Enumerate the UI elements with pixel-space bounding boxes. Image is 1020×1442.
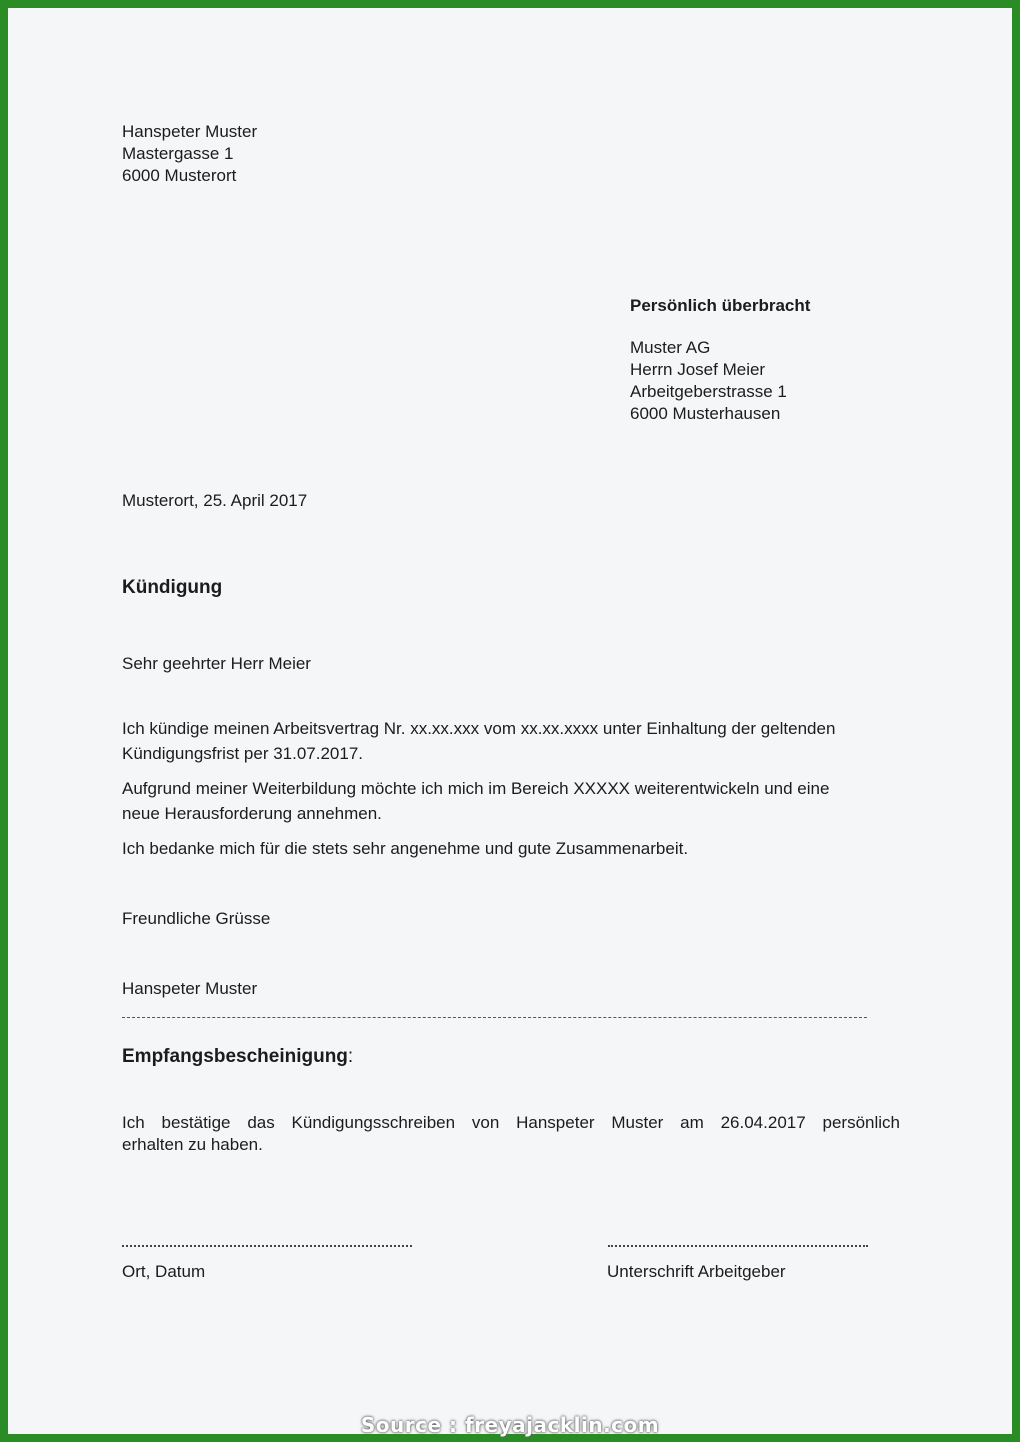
body-p3-text: Ich bedanke mich für die stets sehr angenehme und gute Zusammenarbeit.: [122, 839, 689, 858]
sender-city: 6000 Musterort: [122, 166, 237, 185]
body-paragraph-3: [122, 836, 900, 861]
place-date-text: Musterort, 25. April 2017: [122, 491, 308, 510]
recipient-address: [630, 337, 787, 425]
subject-text: Kündigung: [122, 577, 223, 598]
place-date: [122, 490, 307, 512]
body-p2-line2: neue Herausforderung annehmen.: [122, 804, 382, 823]
body-paragraph-2: [122, 776, 900, 826]
recipient-city: 6000 Musterhausen: [630, 404, 781, 423]
body-paragraph-1: [122, 716, 900, 766]
subject: [122, 577, 222, 599]
body-p1-line2: Kündigungsfrist per 31.07.2017.: [122, 744, 364, 763]
recipient-street: Arbeitgeberstrasse 1: [630, 382, 787, 401]
sender-street: Mastergasse 1: [122, 144, 234, 163]
delivery-note: [630, 295, 810, 317]
place-date-label: Ort, Datum: [122, 1262, 206, 1281]
salutation-text: Sehr geehrter Herr Meier: [122, 654, 311, 673]
sender-address: [122, 121, 257, 187]
recipient-company: Muster AG: [630, 338, 711, 357]
receipt-heading: [122, 1046, 353, 1068]
sender-name: Hanspeter Muster: [122, 122, 258, 141]
receipt-right-label: [607, 1261, 786, 1283]
signature-line-right: [608, 1245, 868, 1247]
receipt-heading-colon: :: [347, 1046, 354, 1067]
signature-line-left: [122, 1245, 412, 1247]
body-p1-line1: Ich kündige meinen Arbeitsvertrag Nr. xx.xx.xxx vom xx.xx.xxxx unter Einhaltung der geltenden: [122, 719, 836, 738]
closing-text: Freundliche Grüsse: [122, 909, 271, 928]
signature-name-text: Hanspeter Muster: [122, 979, 258, 998]
delivery-note-text: Persönlich überbracht: [630, 296, 811, 315]
separator-dashed-line: [122, 1017, 867, 1018]
closing: [122, 908, 270, 930]
body-p2-line1: Aufgrund meiner Weiterbildung möchte ich mich im Bereich XXXXX weiterentwickeln und eine: [122, 779, 830, 798]
receipt-heading-text: Empfangsbescheinigung: [122, 1046, 348, 1067]
signature-name: [122, 978, 257, 1000]
receipt-text: [122, 1112, 900, 1156]
salutation: [122, 653, 311, 675]
employer-signature-label: Unterschrift Arbeitgeber: [607, 1262, 786, 1281]
receipt-text-line2: erhalten zu haben.: [122, 1135, 263, 1154]
source-watermark: Source : freyajacklin.com: [360, 1413, 660, 1437]
receipt-text-line1: Ich bestätige das Kündigungsschreiben von Hanspeter Muster am 26.04.2017 persönlich: [122, 1113, 900, 1132]
receipt-heading-line: [122, 1046, 353, 1068]
receipt-left-label: [122, 1261, 205, 1283]
recipient-person: Herrn Josef Meier: [630, 360, 766, 379]
